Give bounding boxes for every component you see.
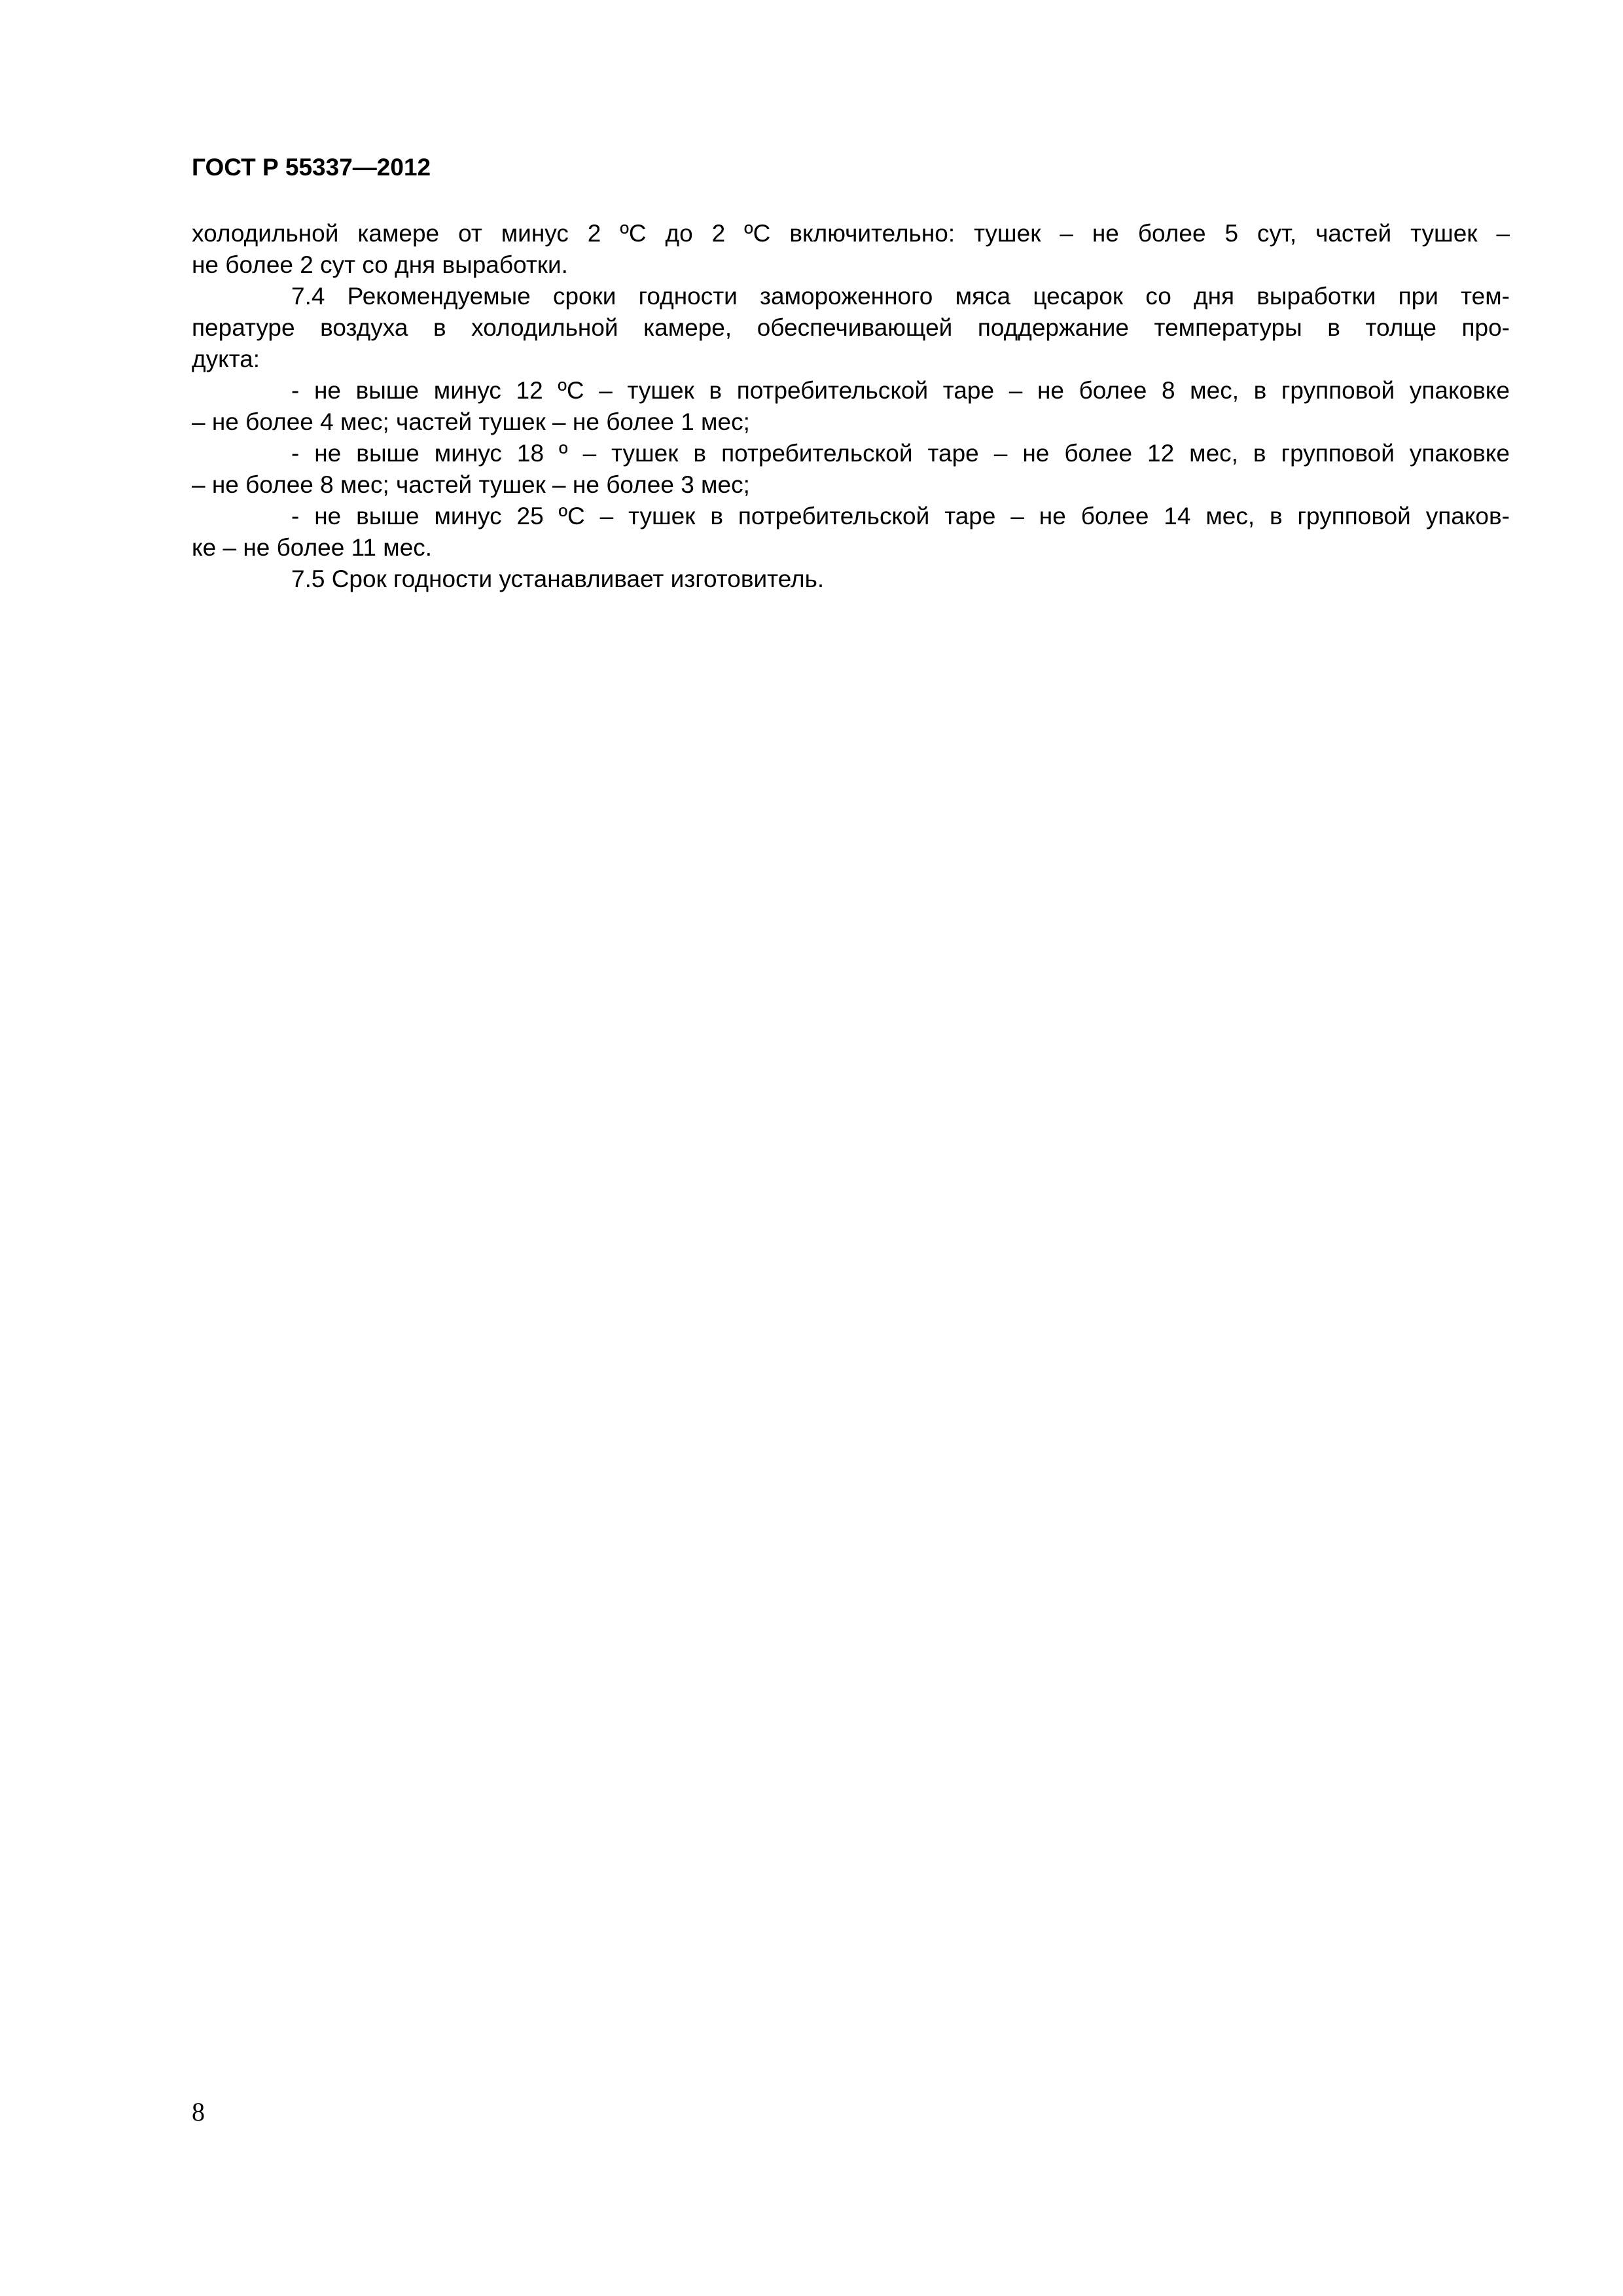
paragraph-7-5: 7.5 Срок годности устанавливает изготовитель. xyxy=(291,565,825,592)
list-item-minus-12: - не выше минус 12 ºС – тушек в потребительской таре – не более 8 мес, в групповой упаковке xyxy=(291,377,1510,404)
document-body xyxy=(192,218,1510,595)
text-line: холодильной камере от минус 2 ºС до 2 ºС включительно: тушек – не более 5 сут, частей тушек – xyxy=(192,220,1510,247)
list-item-minus-18: - не выше минус 18 º – тушек в потребительской таре – не более 12 мес, в групповой упаковке xyxy=(291,440,1510,467)
page-number: 8 xyxy=(192,2097,205,2126)
text-line: дукта: xyxy=(192,346,260,372)
text-line: – не более 8 мес; частей тушек – не более 3 мес; xyxy=(192,471,750,498)
list-item-minus-25: - не выше минус 25 ºС – тушек в потребительской таре – не более 14 мес, в групповой упаков- xyxy=(291,503,1510,529)
document-header: ГОСТ Р 55337—2012 xyxy=(192,154,431,181)
text-line: – не более 4 мес; частей тушек – не более 1 мес; xyxy=(192,408,750,435)
text-line: ке – не более 11 мес. xyxy=(192,534,433,561)
paragraph-7-4-start: 7.4 Рекомендуемые сроки годности замороженного мяса цесарок со дня выработки при тем- xyxy=(291,283,1510,310)
text-line: не более 2 сут со дня выработки. xyxy=(192,251,568,278)
text-line: пературе воздуха в холодильной камере, обеспечивающей поддержание температуры в толще про- xyxy=(192,314,1510,341)
